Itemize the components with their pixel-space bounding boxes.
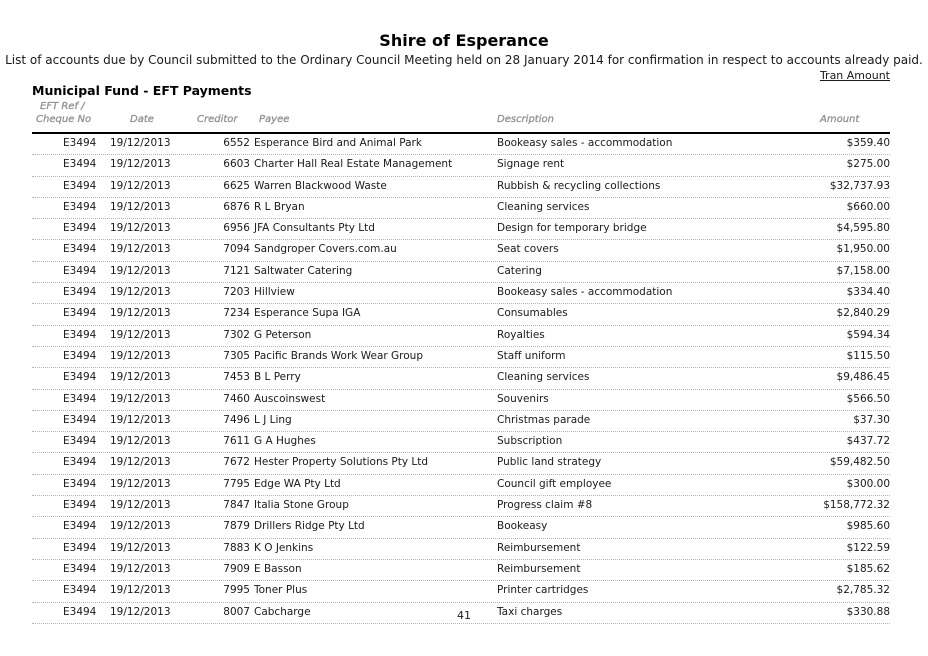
cell-payee: Italia Stone Group — [254, 499, 349, 512]
cell-payee: L J Ling — [254, 413, 292, 426]
cell-description: Rubbish & recycling collections — [497, 179, 661, 192]
table-row — [32, 177, 890, 198]
cell-creditor: 6625 — [223, 179, 250, 192]
cell-creditor: 7460 — [223, 392, 250, 405]
cell-payee: Esperance Supa IGA — [254, 307, 361, 320]
table-row — [32, 411, 890, 432]
cell-date: 19/12/2013 — [110, 179, 171, 192]
cell-payee: Toner Plus — [254, 584, 308, 597]
cell-ref: E3494 — [63, 328, 97, 341]
cell-description: Royalties — [497, 328, 545, 341]
table-row — [32, 368, 890, 389]
column-header-payee: Payee — [259, 114, 290, 125]
table-row — [32, 496, 890, 517]
cell-amount: $300.00 — [846, 477, 890, 490]
column-header-creditor: Creditor — [197, 114, 238, 125]
cell-payee: G Peterson — [254, 328, 312, 341]
cell-date: 19/12/2013 — [110, 456, 171, 469]
cell-ref: E3494 — [63, 137, 97, 149]
cell-description: Design for temporary bridge — [497, 222, 647, 235]
table-row — [32, 453, 890, 474]
cell-amount: $566.50 — [846, 392, 890, 405]
cell-ref: E3494 — [63, 477, 97, 490]
cell-description: Signage rent — [497, 158, 565, 171]
cell-amount: $9,486.45 — [836, 371, 890, 384]
cell-payee: Sandgroper Covers.com.au — [254, 243, 397, 256]
page-title: Shire of Esperance — [379, 31, 549, 50]
cell-creditor: 7883 — [223, 541, 250, 554]
cell-ref: E3494 — [63, 562, 97, 575]
column-header-ref-line1: EFT Ref / — [40, 101, 85, 112]
cell-date: 19/12/2013 — [110, 435, 171, 448]
cell-payee: R L Bryan — [254, 200, 305, 213]
cell-creditor: 7847 — [223, 499, 250, 512]
cell-creditor: 8007 — [223, 605, 250, 618]
cell-date: 19/12/2013 — [110, 371, 171, 384]
table-row — [32, 347, 890, 368]
cell-creditor: 7795 — [223, 477, 250, 490]
cell-creditor: 7879 — [223, 520, 250, 533]
cell-ref: E3494 — [63, 584, 97, 597]
cell-ref: E3494 — [63, 541, 97, 554]
cell-description: Cleaning services — [497, 200, 590, 213]
cell-amount: $594.34 — [846, 328, 890, 341]
cell-payee: G A Hughes — [254, 435, 316, 448]
cell-payee: B L Perry — [254, 371, 301, 384]
cell-creditor: 7302 — [223, 328, 250, 341]
cell-creditor: 7909 — [223, 562, 250, 575]
cell-date: 19/12/2013 — [110, 264, 171, 277]
cell-amount: $115.50 — [846, 349, 890, 362]
cell-amount: $158,772.32 — [823, 499, 890, 512]
cell-payee: Esperance Bird and Animal Park — [254, 137, 422, 149]
payments-table — [32, 134, 890, 624]
cell-amount: $330.88 — [846, 605, 890, 618]
cell-date: 19/12/2013 — [110, 349, 171, 362]
table-row — [32, 219, 890, 240]
cell-description: Public land strategy — [497, 456, 602, 469]
cell-creditor: 7995 — [223, 584, 250, 597]
column-header-ref-line2: Cheque No — [36, 114, 92, 125]
cell-ref: E3494 — [63, 179, 97, 192]
cell-payee: Auscoinswest — [254, 392, 326, 405]
table-row — [32, 155, 890, 176]
cell-date: 19/12/2013 — [110, 392, 171, 405]
section-title: Municipal Fund - EFT Payments — [32, 83, 252, 98]
cell-ref: E3494 — [63, 264, 97, 277]
cell-description: Consumables — [497, 307, 568, 320]
cell-date: 19/12/2013 — [110, 286, 171, 299]
cell-payee: Hillview — [254, 286, 295, 299]
cell-description: Souvenirs — [497, 392, 549, 405]
cell-ref: E3494 — [63, 200, 97, 213]
cell-date: 19/12/2013 — [110, 477, 171, 490]
cell-date: 19/12/2013 — [110, 413, 171, 426]
table-row — [32, 581, 890, 602]
cell-date: 19/12/2013 — [110, 562, 171, 575]
cell-description: Subscription — [497, 435, 563, 448]
cell-ref: E3494 — [63, 307, 97, 320]
cell-payee: Drillers Ridge Pty Ltd — [254, 520, 365, 533]
cell-payee: Edge WA Pty Ltd — [254, 477, 341, 490]
table-row — [32, 390, 890, 411]
cell-amount: $1,950.00 — [836, 243, 890, 256]
cell-payee: JFA Consultants Pty Ltd — [254, 222, 375, 235]
table-row — [32, 134, 890, 155]
cell-ref: E3494 — [63, 605, 97, 618]
cell-ref: E3494 — [63, 499, 97, 512]
cell-description: Reimbursement — [497, 562, 581, 575]
cell-ref: E3494 — [63, 456, 97, 469]
cell-payee: Hester Property Solutions Pty Ltd — [254, 456, 429, 469]
cell-description: Progress claim #8 — [497, 499, 593, 512]
cell-description: Christmas parade — [497, 413, 591, 426]
cell-creditor: 7094 — [223, 243, 250, 256]
cell-description: Printer cartridges — [497, 584, 589, 597]
table-row — [32, 475, 890, 496]
cell-amount: $7,158.00 — [836, 264, 890, 277]
cell-payee: K O Jenkins — [254, 541, 314, 554]
cell-amount: $2,840.29 — [836, 307, 890, 320]
cell-ref: E3494 — [63, 158, 97, 171]
page-subtitle: List of accounts due by Council submitted to the Ordinary Council Meeting held on 28 January 2014 for confirmation in respect to accounts already paid. — [5, 53, 923, 67]
table-row — [32, 517, 890, 538]
cell-amount: $334.40 — [846, 286, 890, 299]
cell-creditor: 6603 — [223, 158, 250, 171]
cell-creditor: 7203 — [223, 286, 250, 299]
cell-creditor: 7496 — [223, 413, 250, 426]
cell-ref: E3494 — [63, 349, 97, 362]
cell-creditor: 6876 — [223, 200, 250, 213]
cell-date: 19/12/2013 — [110, 243, 171, 256]
cell-date: 19/12/2013 — [110, 520, 171, 533]
table-row — [32, 560, 890, 581]
column-header-date: Date — [130, 114, 154, 125]
cell-description: Seat covers — [497, 243, 559, 256]
cell-payee: Charter Hall Real Estate Management — [254, 158, 453, 171]
cell-payee: Warren Blackwood Waste — [254, 179, 387, 192]
cell-ref: E3494 — [63, 286, 97, 299]
cell-amount: $359.40 — [846, 137, 890, 149]
cell-description: Bookeasy sales - accommodation — [497, 137, 673, 149]
cell-date: 19/12/2013 — [110, 200, 171, 213]
table-row — [32, 240, 890, 261]
cell-payee: E Basson — [254, 562, 302, 575]
table-row — [32, 283, 890, 304]
cell-date: 19/12/2013 — [110, 137, 171, 149]
cell-description: Staff uniform — [497, 349, 566, 362]
cell-description: Bookeasy — [497, 520, 548, 533]
cell-ref: E3494 — [63, 243, 97, 256]
cell-description: Bookeasy sales - accommodation — [497, 286, 673, 299]
cell-date: 19/12/2013 — [110, 222, 171, 235]
cell-ref: E3494 — [63, 222, 97, 235]
cell-amount: $32,737.93 — [829, 179, 890, 192]
cell-creditor: 7453 — [223, 371, 250, 384]
cell-payee: Saltwater Catering — [254, 264, 353, 277]
column-header-amount: Amount — [820, 114, 860, 125]
cell-amount: $660.00 — [846, 200, 890, 213]
cell-creditor: 6956 — [223, 222, 250, 235]
cell-creditor: 7234 — [223, 307, 250, 320]
cell-payee: Cabcharge — [254, 605, 311, 618]
cell-date: 19/12/2013 — [110, 307, 171, 320]
cell-description: Council gift employee — [497, 477, 612, 490]
table-row — [32, 326, 890, 347]
cell-description: Reimbursement — [497, 541, 581, 554]
cell-amount: $185.62 — [846, 562, 890, 575]
cell-amount: $2,785.32 — [836, 584, 890, 597]
cell-ref: E3494 — [63, 520, 97, 533]
tran-amount-label: Tran Amount — [819, 69, 890, 82]
cell-payee: Pacific Brands Work Wear Group — [254, 349, 423, 362]
cell-amount: $437.72 — [846, 435, 890, 448]
cell-creditor: 7672 — [223, 456, 250, 469]
page-number: 41 — [457, 609, 471, 622]
cell-creditor: 7121 — [223, 264, 250, 277]
cell-amount: $4,595.80 — [836, 222, 890, 235]
cell-ref: E3494 — [63, 371, 97, 384]
cell-amount: $37.30 — [853, 413, 890, 426]
cell-description: Taxi charges — [497, 605, 563, 618]
cell-date: 19/12/2013 — [110, 158, 171, 171]
cell-date: 19/12/2013 — [110, 499, 171, 512]
cell-date: 19/12/2013 — [110, 541, 171, 554]
cell-date: 19/12/2013 — [110, 328, 171, 341]
table-row — [32, 262, 890, 283]
cell-creditor: 6552 — [223, 137, 250, 149]
table-row — [32, 198, 890, 219]
cell-description: Cleaning services — [497, 371, 590, 384]
table-row — [32, 304, 890, 325]
table-row — [32, 539, 890, 560]
cell-date: 19/12/2013 — [110, 584, 171, 597]
cell-amount: $985.60 — [846, 520, 890, 533]
cell-ref: E3494 — [63, 413, 97, 426]
cell-creditor: 7611 — [223, 435, 250, 448]
cell-amount: $122.59 — [846, 541, 890, 554]
cell-ref: E3494 — [63, 392, 97, 405]
cell-amount: $275.00 — [846, 158, 890, 171]
cell-creditor: 7305 — [223, 349, 250, 362]
cell-date: 19/12/2013 — [110, 605, 171, 618]
cell-amount: $59,482.50 — [829, 456, 890, 469]
cell-ref: E3494 — [63, 435, 97, 448]
table-row — [32, 432, 890, 453]
column-header-description: Description — [497, 114, 554, 125]
cell-description: Catering — [497, 264, 542, 277]
